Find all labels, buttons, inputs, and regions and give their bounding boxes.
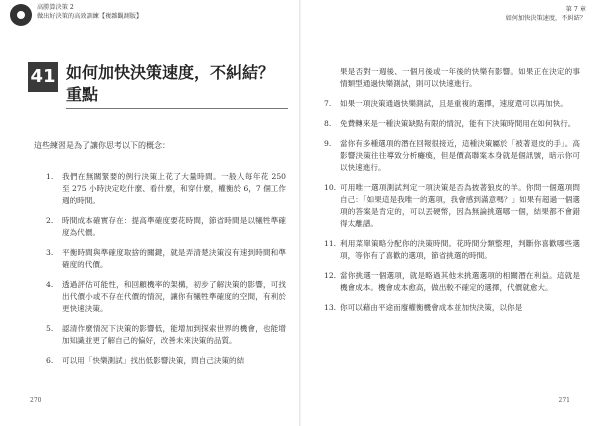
list-item-continuation: 果是否對一週後、一個月後或一年後的快樂有影響。如果正在決定的事情類型通過快樂測試，則可以快速進行。 — [340, 67, 580, 88]
book-subtitle: 做出好決策的高效訓練【複雜觀測版】 — [37, 12, 143, 20]
section-title-line1: 如何加快決策速度，不糾結？ — [66, 63, 275, 82]
page-number-left: 270 — [30, 397, 42, 404]
key-points-list — [46, 171, 286, 375]
chapter-title: 如何加快決策速度，不糾結？ — [505, 14, 586, 22]
intro-text: 這些練習是為了讓你思考以下的概念： — [34, 141, 170, 150]
list-item: 7. 如果一項決策通過快樂測試，且是重複的選擇，速度還可以再加快。 — [324, 99, 568, 108]
running-header-right — [506, 6, 586, 23]
right-page — [300, 0, 600, 426]
publisher-logo-icon — [10, 4, 32, 26]
section-number-badge: 41 — [28, 62, 58, 92]
chapter-label: 第 7 章 — [565, 6, 586, 13]
list-item: 11. 利用菜單策略分配你的決策時間。花時間分類整理，判斷你喜歡哪些選項，等你有了喜歡的選項，節省挑選的時間。 — [324, 239, 580, 260]
page-number-right: 271 — [558, 397, 570, 404]
list-item: 6. 可以用「快樂測試」找出低影響決策，問自己決策的結 — [46, 356, 245, 365]
section-title-line2: 重點 — [66, 85, 99, 104]
running-header-left — [10, 4, 142, 26]
section-heading — [28, 62, 288, 109]
list-item: 1. 我們在無關緊要的例行決策上花了大量時間。一般人每年花 250 至 275 小時決定吃什麼、看什麼，和穿什麼，權衡於 6，7 個工作週的時間。 — [46, 172, 286, 205]
list-item: 5. 認清作麼情況下決策的影響低，能增加到探索世界的機會，也能增加知識並更了解自己的偏好，改善未來決策的品質。 — [46, 324, 286, 345]
list-item: 9. 當你有多種選項的潛在回報很接近，這種決策屬於「被著退皮的手」。高影響決策往往導致分析癱瘓，但是價高聯案本身就是個訊號，暗示你可以快速進行。 — [324, 139, 580, 172]
list-item: 12. 當你挑選一個選項，就是略過其他未挑選選項的相關潛在利益。這就是機會成本。機會成本愈高，做出較不確定的選擇，代價就愈大。 — [324, 271, 580, 292]
section-title — [66, 62, 288, 109]
list-item: 3. 平衡時間與準確度取捨的關鍵，就是弄清楚決策沒有速到時間和準確度的代價。 — [46, 248, 286, 269]
list-item: 2. 時間成本確實存在：提高準確度要花時間，節省時間是以犧牲準確度為代價。 — [46, 216, 286, 237]
list-item: 4. 透過評估可能性，和回顧機率的架構，初步了解決策的影響，可找出代價小或不存在代價的情況，讓你有犧牲準確度的空間，有利於更快速決策。 — [46, 280, 286, 313]
key-points-list-continued — [324, 66, 580, 322]
list-item: 10. 可用唯一選項測試判定一項決策是否為披著狼皮的羊。你問一個選項問自己：「如果這是我唯一的選項，我會感到滿意嗎？」如果有超過一個選項的答案是肯定的，可以丟硬幣，因為無論挑選哪一個，結果都不會錯得太離譜。 — [324, 183, 580, 228]
book-title: 高勝算決策 2 — [37, 4, 74, 11]
list-item: 8. 免費轉來是一種決策缺點有限的情況，能有下決策時間用在如何執行。 — [324, 119, 576, 128]
list-item: 13. 你可以藉由平途而廢權衡機會成本並加快決策，以你是 — [324, 303, 523, 312]
